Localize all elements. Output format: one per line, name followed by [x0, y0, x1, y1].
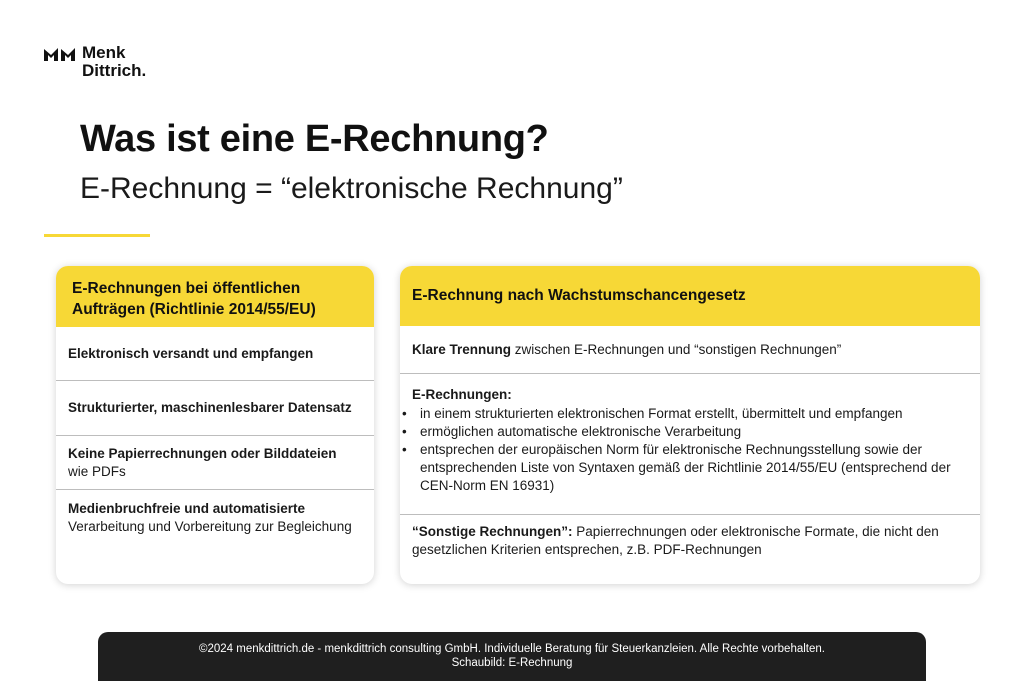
- page-title: Was ist eine E-Rechnung?: [80, 118, 549, 160]
- e-invoice-heading: E-Rechnungen:: [412, 387, 512, 402]
- list-item-title: Strukturierter, maschinenlesbarer Datensatz: [68, 400, 352, 415]
- separation-label: Klare Trennung: [412, 341, 512, 357]
- public-contracts-card-header: E-Rechnungen bei öffentlichen Aufträgen (Richtlinie 2014/55/EU): [56, 266, 374, 327]
- brand-line-2: Dittrich.: [82, 61, 147, 80]
- other-invoices-text: Papierrechnungen oder elektronische Formate, die nicht den gesetzlichen Kriterien entsprechen, z.B. PDF-Rechnungen: [412, 524, 939, 557]
- e-invoice-definition-row: [400, 374, 980, 515]
- brand-wordmark: [82, 44, 146, 80]
- separation-text: zwischen E-Rechnungen und “sonstigen Rechnungen”: [511, 341, 842, 357]
- bullet-item: • entsprechen der europäischen Norm für elektronische Rechnungsstellung sowie der entsprechenden Liste von Syntaxen gemäß der Richtlinie 2014/55/EU (entsprechend der CEN-Norm EN 16931): [402, 441, 968, 495]
- other-invoices-row: [400, 515, 980, 575]
- list-item: [56, 381, 374, 436]
- brand-line-1: Menk: [82, 43, 126, 62]
- page-subtitle: E-Rechnung = “elektronische Rechnung”: [80, 172, 623, 205]
- list-item-title: Medienbruchfreie und automatisierte: [68, 501, 306, 516]
- e-invoice-bullet-list: [412, 405, 968, 495]
- list-item: [56, 490, 374, 560]
- list-item: [56, 436, 374, 490]
- brand-mark-icon: [44, 47, 76, 61]
- growth-act-card: [400, 266, 980, 584]
- public-contracts-card: [56, 266, 374, 584]
- growth-act-card-header: E-Rechnung nach Wachstumschancengesetz: [400, 266, 980, 326]
- list-item-text: wie PDFs: [68, 463, 126, 479]
- list-item-text: Verarbeitung und Vorbereitung zur Begleichung: [68, 519, 352, 534]
- list-item-title: Keine Papierrechnungen oder Bilddateien: [68, 445, 337, 461]
- footer-copyright: ©2024 menkdittrich.de - menkdittrich consulting GmbH. Individuelle Beratung für Steuerkanzleien. Alle Rechte vorbehalten.: [199, 643, 825, 655]
- list-item: [56, 327, 374, 381]
- footer-caption: Schaubild: E-Rechnung: [451, 657, 573, 669]
- brand-logo: [44, 44, 146, 80]
- copyright-footer: [98, 632, 926, 681]
- other-invoices-label: “Sonstige Rechnungen”:: [412, 524, 573, 539]
- list-item-title: Elektronisch versandt und empfangen: [68, 345, 314, 361]
- bullet-item: • ermöglichen automatische elektronische Verarbeitung: [402, 423, 968, 441]
- bullet-item: • in einem strukturierten elektronischen Format erstellt, übermittelt und empfangen: [402, 405, 968, 423]
- accent-divider: [44, 234, 150, 237]
- separation-row: [400, 326, 980, 374]
